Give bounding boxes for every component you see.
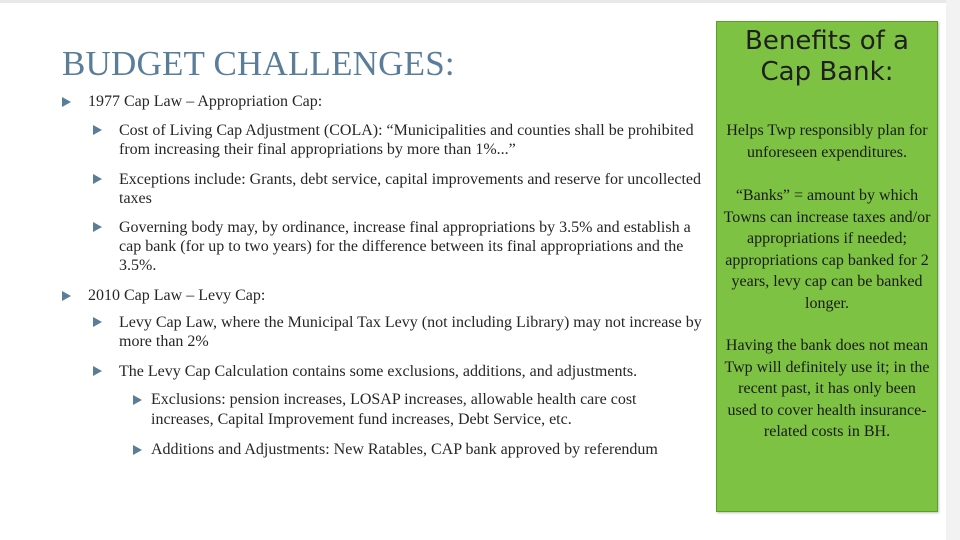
triangle-bullet-icon — [93, 222, 102, 232]
bullet-1977-cap-law — [62, 92, 702, 112]
bullet-additions — [133, 440, 702, 460]
panel-title-line-1: Benefits of a — [745, 26, 909, 56]
panel-paragraph-plan: Helps Twp responsibly plan for unforeseen expenditures. — [726, 122, 928, 161]
bullet-cola — [93, 121, 702, 159]
bullet-exclusions — [133, 390, 702, 430]
triangle-bullet-icon — [133, 445, 142, 455]
panel-title — [717, 26, 937, 88]
bullet-list — [62, 92, 702, 460]
right-accent-bar — [946, 0, 960, 540]
triangle-bullet-icon — [93, 174, 102, 184]
bullet-text: 1977 Cap Law – Appropriation Cap: — [88, 93, 323, 110]
triangle-bullet-icon — [62, 291, 71, 301]
bullet-text: The Levy Cap Calculation contains some exclusions, additions, and adjustments. — [119, 363, 638, 380]
bullet-levy-cap-law — [93, 313, 702, 351]
bullet-text: Exceptions include: Grants, debt service, capital improvements and reserve for uncollected taxes — [119, 171, 702, 207]
bullet-text: Governing body may, by ordinance, increase final appropriations by 3.5% and establish a cap bank (for up to two years) for the difference between its final appropriations and the 3.5%. — [119, 219, 691, 274]
triangle-bullet-icon — [93, 317, 102, 327]
triangle-bullet-icon — [62, 97, 71, 107]
panel-paragraph-banks: “Banks” = amount by which Towns can increase taxes and/or appropriations if needed; appropriations cap banked for 2 years, levy cap can be banked longer. — [723, 187, 931, 312]
bullet-text: 2010 Cap Law – Levy Cap: — [88, 287, 266, 304]
top-accent-bar — [0, 0, 960, 3]
slide-title: BUDGET CHALLENGES: — [62, 44, 455, 83]
cap-bank-benefits-panel — [716, 21, 938, 512]
bullet-2010-cap-law — [62, 286, 702, 306]
bullet-text: Cost of Living Cap Adjustment (COLA): “Municipalities and counties shall be prohibited from increasing their final appropriations by more than 1%...” — [119, 122, 694, 158]
bullet-governing-body — [93, 218, 702, 275]
triangle-bullet-icon — [93, 125, 102, 135]
bullet-text: Additions and Adjustments: New Ratables, CAP bank approved by referendum — [151, 441, 658, 458]
bullet-levy-cap-calculation — [93, 362, 702, 381]
bullet-text: Exclusions: pension increases, LOSAP increases, allowable health care cost increases, Capital Improvement fund increases, Debt Service, etc. — [151, 391, 637, 428]
bullet-text: Levy Cap Law, where the Municipal Tax Levy (not including Library) may not increase by more than 2% — [119, 314, 702, 350]
triangle-bullet-icon — [133, 395, 142, 405]
panel-title-line-2: Cap Bank: — [760, 57, 894, 87]
panel-paragraph-usage: Having the bank does not mean Twp will definitely use it; in the recent past, it has only been used to cover health insurance-related costs in BH. — [724, 337, 930, 440]
triangle-bullet-icon — [93, 366, 102, 376]
bullet-exceptions — [93, 170, 702, 208]
